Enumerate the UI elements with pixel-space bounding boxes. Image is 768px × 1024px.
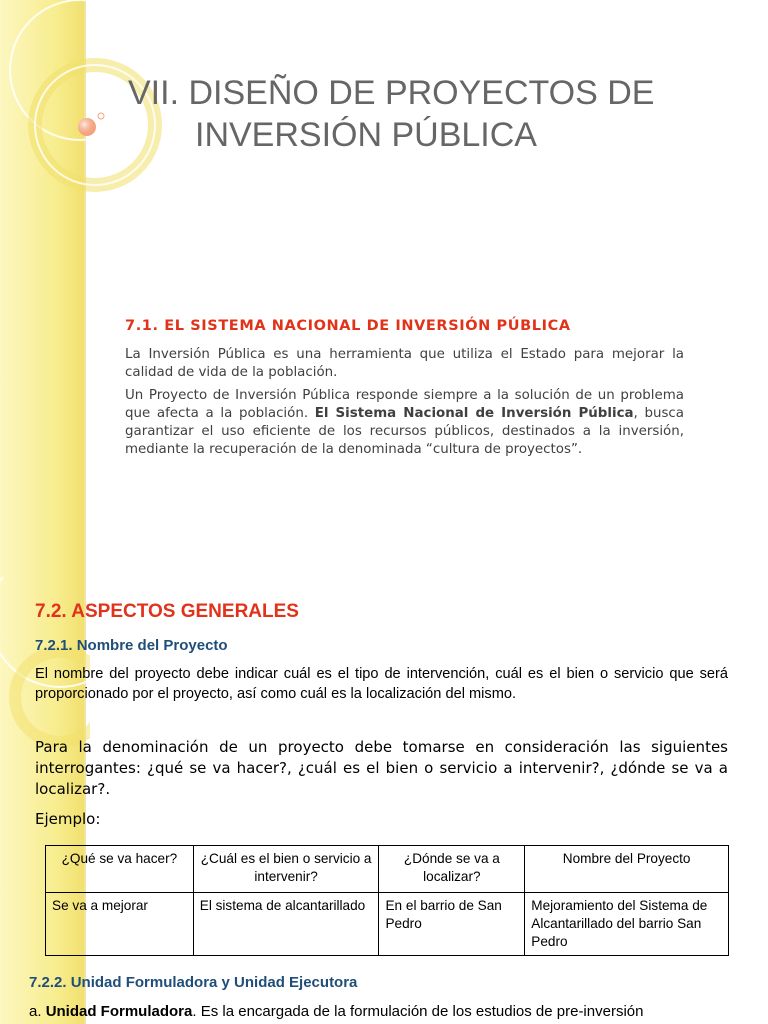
table-header-cell: ¿Qué se va hacer?: [46, 846, 194, 893]
table-cell: El sistema de alcantarillado: [193, 893, 379, 956]
slide-2: [0, 577, 768, 1024]
section-body-7-1: [125, 346, 684, 464]
bold-snip-term: El Sistema Nacional de Inversión Pública: [314, 405, 634, 421]
paragraph-nombre-proyecto: El nombre del proyecto debe indicar cuál es el tipo de intervención, cuál es el bien o servicio que será proporcionado por el proyecto, así como cuál es la localización del mismo.: [35, 666, 728, 702]
table-header-row: [46, 846, 729, 893]
table-header-cell: ¿Dónde se va a localizar?: [379, 846, 525, 893]
slide-title: [128, 72, 728, 156]
paragraph-denominacion: Para la denominación de un proyecto debe tomarse en consideración las siguientes interrogantes: ¿qué se va hacer?, ¿cuál es el bien o servicio a intervenir?, ¿dónde se va a localizar?.: [35, 738, 728, 798]
table-row: [46, 893, 729, 956]
example-label: Ejemplo:: [35, 810, 101, 828]
paragraph-proyecto-inversion: [125, 387, 684, 460]
slide-title-line-2: INVERSIÓN PÚBLICA: [195, 116, 537, 154]
list-item-term: Unidad Formuladora: [45, 1003, 193, 1020]
table-header-cell: ¿Cuál es el bien o servicio a intervenir?: [193, 846, 379, 893]
subheading-nombre-proyecto: 7.2.1. Nombre del Proyecto: [35, 637, 228, 654]
paragraph-inversion-publica: La Inversión Pública es una herramienta que utiliza el Estado para mejorar la calidad de vida de la población.: [125, 347, 684, 381]
section-heading-7-1: 7.1. EL SISTEMA NACIONAL DE INVERSIÓN PÚBLICA: [125, 318, 571, 334]
paragraph-text: Un Proyecto de Inversión Pública responde siempre a la solución de un problema que afecta a la población.: [125, 387, 684, 421]
slide-title-line-1: VII. DISEÑO DE PROYECTOS DE: [128, 74, 655, 112]
list-item-a: [29, 1003, 729, 1020]
list-marker: a.: [29, 1003, 46, 1020]
list-item-text: . Es la encargada de la formulación de los estudios de pre-inversión: [192, 1003, 644, 1020]
example-table: [45, 845, 729, 956]
section-heading-7-2: 7.2. ASPECTOS GENERALES: [35, 601, 299, 622]
table-header-cell: Nombre del Proyecto: [525, 846, 729, 893]
table-cell: Se va a mejorar: [46, 893, 194, 956]
subheading-unidad-formuladora: 7.2.2. Unidad Formuladora y Unidad Ejecutora: [29, 974, 358, 991]
paragraph-text-end: , busca garantizar el uso eficiente de los recursos públicos, destinados a la inversión, mediante la recuperación de la denominada “cultura de proyectos”.: [125, 405, 684, 458]
table-cell: En el barrio de San Pedro: [379, 893, 525, 956]
table-cell: Mejoramiento del Sistema de Alcantarillado del barrio San Pedro: [525, 893, 729, 956]
